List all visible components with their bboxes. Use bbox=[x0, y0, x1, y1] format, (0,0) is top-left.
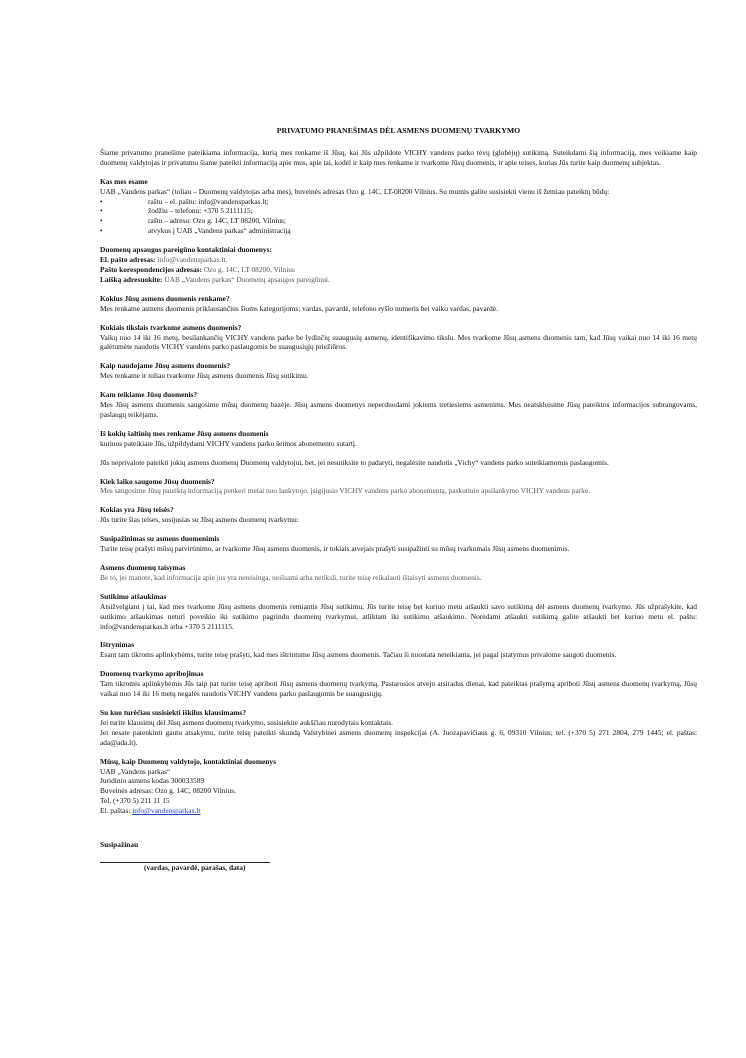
controller-email-link[interactable]: info@vandensparkas.lt bbox=[132, 806, 201, 816]
section-heading: Kas mes esame bbox=[100, 176, 148, 186]
section-heading: Mūsų, kaip Duomenų valdytojo, kontaktiniai duomenys bbox=[100, 756, 276, 766]
section-heading: Kiek laiko saugome Jūsų duomenis? bbox=[100, 476, 215, 486]
bullet-icon: • bbox=[100, 226, 103, 236]
list-item: • raštu – el. paštu: info@vandensparkas.lt; bbox=[100, 196, 269, 206]
dpo-letter-line: Laišką adresuokite: UAB „Vandens parkas“ Duomenų apsaugos pareigūnui. bbox=[100, 274, 330, 284]
section-text: UAB „Vandens parkas“ (toliau – Duomenų valdytojas arba mes), buveinės adresas Ozo g. 14C, LT-08200 Vilnius. Su mumis galite susisiekti vienu iš žemiau pateiktų būdų: bbox=[100, 186, 610, 196]
section-heading: Ištrynimas bbox=[100, 640, 135, 650]
section-heading: Sutikimo atšaukimas bbox=[100, 591, 167, 601]
section-heading: Susipažinimas su asmens duomenimis bbox=[100, 534, 220, 544]
section-text: Mes renkame asmens duomenis priklausančius šioms kategorijoms: vardas, pavardė, telefono ryšio numeris bei vaiko vardas, pavardė. bbox=[100, 303, 498, 313]
section-purposes bbox=[100, 323, 697, 353]
section-text: Jei turite klausimų dėl Jūsų asmens duomenų tvarkymo, susisiekite aukščiau nurodytais kontaktais. bbox=[100, 717, 393, 727]
section-text: Jūs turite šias teises, susijusias su Jūsų asmens duomenų tvarkymu: bbox=[100, 515, 299, 525]
section-rectification bbox=[100, 563, 697, 583]
bullet-icon: • bbox=[100, 196, 103, 206]
controller-code: Juridinio asmens kodas 300033589 bbox=[100, 776, 205, 786]
section-contact-questions bbox=[100, 708, 697, 748]
section-text: Vaikų nuo 14 iki 16 metų, besilankančių VICHY vandens parke be lydinčių suaugusių asmenų, identifikavimo tikslu. Mes tvarkome Jūsų asmens duomenis tam, kad Jūsų vaikai nuo 14 iki 16 metų galėtumėte naudotis VICHY vandens parko paslaugomis be suaugusiųjų priežiūros. bbox=[100, 332, 697, 352]
section-access bbox=[100, 534, 697, 554]
controller-email-line: El. paštas: info@vandensparkas.lt bbox=[100, 806, 201, 816]
section-text: Jei nesate patenkinti gautu atsakymu, turite teisę pateikti skundą Valstybinei asmens duomenų inspekcijai (A. Juozapavičiaus g. 6, 09310 Vilnius; tel. (+370 5) 271 2804, 279 1445; el. paštas: ada@ada.lt). bbox=[100, 727, 697, 747]
bullet-icon: • bbox=[100, 206, 103, 216]
section-text: Tam tikromis aplinkybėmis Jūs taip pat turite teisę apriboti Jūsų asmens duomenų tvarkymą. Pastarosios atveju atsiradus dienai, kad pateiktas prašymą apriboti Jūsų asmens duomenų tvarkymą, Jūsų vaikai nuo 14 iki 16 metų negalės naudotis VICHY vandens parko paslaugomis be suaugusiųjų. bbox=[100, 679, 697, 699]
section-rights bbox=[100, 505, 697, 525]
list-item: • raštu – adresu: Ozo g. 14C, LT 08200, Vilnius; bbox=[100, 216, 286, 226]
section-heading: Kokias yra Jūsų teisės? bbox=[100, 505, 174, 515]
section-dpo-contacts bbox=[100, 245, 697, 285]
controller-name: UAB „Vandens parkas“ bbox=[100, 766, 171, 776]
section-controller-contacts bbox=[100, 757, 697, 816]
section-sources bbox=[100, 429, 697, 468]
dpo-post-line: Pašto korespondencijos adresas: Ozo g. 14C, LT 08200, Vilnius bbox=[100, 264, 295, 274]
controller-address: Buveinės adresas: Ozo g. 14C, 08200 Vilnius. bbox=[100, 786, 236, 796]
section-text: Be to, jei manote, kad informacija apie jus yra neteisinga, neišsami arba netiksli, turite teisę reikalauti ištaisyti asmens duomenis. bbox=[100, 572, 482, 582]
section-heading: Kaip naudojame Jūsų asmens duomenis? bbox=[100, 361, 231, 371]
section-retention bbox=[100, 477, 697, 497]
section-heading: Duomenų tvarkymo apribojimas bbox=[100, 669, 204, 679]
section-restriction bbox=[100, 669, 697, 699]
section-how-used bbox=[100, 361, 697, 381]
dpo-email-line: El. pašto adresas: info@vandensparkas.lt. bbox=[100, 255, 228, 265]
section-heading: Duomenų apsaugos pareigūno kontaktiniai duomenys: bbox=[100, 245, 272, 255]
list-item: • atvykus į UAB „Vandens parkas“ administraciją bbox=[100, 226, 291, 236]
signature-caption: (vardas, pavardė, parašas, data) bbox=[144, 862, 246, 872]
section-what-data bbox=[100, 294, 697, 314]
section-text: Esant tam tikroms aplinkybėms, turite teisę prašyti, kad mes ištrintume Jūsų asmens duomenis. Tačiau ši nuostata neteikiama, jei pagal įstatymus privalome saugoti duomenis. bbox=[100, 650, 617, 660]
section-text: Jūs neprivalote pateikti jokių asmens duomenų Duomenų valdytojui, bet, jei nesutiksite to padaryti, negalėsite naudotis „Vichy“ vandens parko suteikiamomis paslaugomis. bbox=[100, 457, 609, 467]
section-heading: Asmens duomenų taisymas bbox=[100, 563, 186, 572]
section-text: Mes renkame ir toliau tvarkome Jūsų asmens duomenis Jūsų sutikimu. bbox=[100, 371, 309, 381]
section-heading: Kokiais tikslais tvarkome asmens duomenis? bbox=[100, 322, 242, 332]
section-withdrawal bbox=[100, 592, 697, 632]
section-heading: Kam teikiame Jūsų duomenis? bbox=[100, 390, 198, 400]
privacy-notice-document bbox=[100, 126, 697, 873]
section-heading: Su kuo turėčiau susisiekti iškilus klausimams? bbox=[100, 707, 247, 717]
section-text: Turite teisę prašyti mūsų patvirtinimo, ar tvarkome Jūsų asmens duomenis, ir tokiais atvejais prašyti susipažinti su mūsų tvarkomais Jūsų asmens duomenimis. bbox=[100, 544, 570, 554]
contact-methods-list bbox=[100, 197, 697, 237]
intro-paragraph: Šiame privatumo pranešime pateikiama informacija, kurią mes renkame iš Jūsų, kai Jūs užpildote VICHY vandens parko tėvų (globėjų) sutikimą. Suteikdami šią informaciją, mes veikiame kaip duomenų valdytojas ir privatumo šiame pateikti informaciją apie mus, apie tai, kodėl ir kaip mes renkame ir tvarkome Jūsų duomenis, ir apie teises, kurias Jūs turite kaip duomenų subjektas. bbox=[100, 147, 697, 167]
section-erasure bbox=[100, 640, 697, 660]
section-text: Mes saugosime Jūsų pateiktą informaciją penkeri metai nuo lankytojo, įsigijusio VICHY vandens parko abonementą, paskutinio apsilankymo VICHY vandens parke. bbox=[100, 486, 590, 496]
section-heading: Kokius Jūsų asmens duomenis renkame? bbox=[100, 293, 230, 303]
section-text: Mes Jūsų asmens duomenis saugosime mūsų duomenų bazėje. Jūsų asmens duomenys neperduodami jokiems tretiesiems asmenims. Mes neatskleisime Jūsų pateiktos informacijos subrangovams, paslaugų teikėjams. bbox=[100, 400, 697, 419]
document-title: PRIVATUMO PRANEŠIMAS DĖL ASMENS DUOMENŲ TVARKYMO bbox=[276, 126, 521, 135]
list-item: • žodžiu – telefonu: +370 5 2111115; bbox=[100, 206, 253, 216]
controller-phone: Tel. (+370 5) 211 11 15 bbox=[100, 796, 170, 806]
consent-block bbox=[100, 840, 697, 873]
section-who-we-are bbox=[100, 177, 697, 236]
section-text: Atsižvelgiant į tai, kad mes tvarkome Jūsų asmens duomenis remiantis Jūsų sutikimu, Jūs turite teisę bet kuriuo metu atšaukti savo sutikimą dėl asmens duomenų tvarkymo. Jūs užprašykite, kad sutikimo atšaukimas neturi poveikio iki sutikimo pagrindu duomenų tvarkymui, atliktam iki sutikimo atšaukimo. Norėdami atšaukti sutikimą galite atšaukti bet kuriuo metu el. paštu: info@vandensparkas.lt arba +370 5 2111115. bbox=[100, 601, 697, 631]
section-recipients bbox=[100, 390, 697, 420]
consent-heading: Susipažinau bbox=[100, 840, 139, 850]
section-text: kuriuos pateikiate Jūs, užpildydami VICHY vandens parko šeimos abonemento sutartį. bbox=[100, 438, 357, 448]
bullet-icon: • bbox=[100, 216, 103, 226]
section-heading: Iš kokių šaltinių mes renkame Jūsų asmens duomenis bbox=[100, 428, 269, 438]
